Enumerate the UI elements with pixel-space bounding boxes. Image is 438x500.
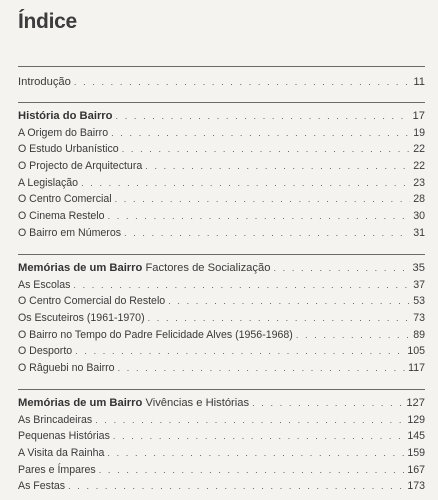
dot-leader	[113, 428, 404, 445]
dot-leader	[115, 191, 411, 208]
section-heading: História do Bairro	[18, 110, 113, 122]
toc-entry[interactable]	[18, 208, 425, 225]
dot-leader	[99, 462, 405, 479]
dot-leader	[148, 310, 411, 327]
toc-entry[interactable]	[18, 141, 425, 158]
toc-page-number: 127	[406, 397, 425, 409]
dot-leader	[75, 343, 404, 360]
toc-entry-label: O Bairro no Tempo do Padre Felicidade Alves (1956-1968)	[18, 328, 293, 341]
toc-entry-label: O Cinema Restelo	[18, 210, 105, 223]
toc-page-number: 37	[413, 278, 425, 291]
toc-entry[interactable]	[18, 343, 425, 360]
section-historia	[18, 102, 425, 242]
toc-entry[interactable]	[18, 293, 425, 310]
toc-entry[interactable]	[18, 360, 425, 377]
dot-leader	[95, 412, 404, 429]
toc-page-number: 117	[408, 362, 425, 375]
toc-section-heading[interactable]	[18, 108, 425, 125]
dot-leader	[68, 478, 404, 495]
toc-entry[interactable]	[18, 225, 425, 242]
toc-page-number: 11	[413, 76, 425, 88]
toc-page-number: 73	[413, 312, 425, 325]
dot-leader	[124, 225, 410, 242]
section-rule	[18, 102, 425, 103]
toc-entry[interactable]	[18, 462, 425, 479]
toc-page-number: 105	[407, 345, 425, 358]
toc-entry-label: O Bairro em Números	[18, 226, 122, 239]
toc-page-number: 28	[413, 193, 425, 206]
section-rule	[18, 66, 425, 67]
intro-section	[18, 66, 425, 91]
toc-entry[interactable]	[18, 125, 425, 142]
toc-entry-label: As Escolas	[18, 278, 71, 291]
dot-leader	[252, 395, 403, 412]
toc-page-number: 167	[407, 463, 425, 476]
toc-page-number: 22	[413, 143, 425, 156]
toc-page-number: 17	[412, 110, 425, 122]
toc-page-number: 35	[412, 262, 425, 274]
section-subheading: Factores de Socialização	[145, 262, 271, 274]
dot-leader	[145, 158, 410, 175]
toc-entry-label: As Brincadeiras	[18, 413, 93, 426]
toc-page-number: 22	[413, 160, 425, 173]
toc-entry-label: Pares e Ímpares	[18, 463, 96, 476]
section-heading: Memórias de um Bairro	[18, 262, 143, 274]
toc-entry-label: Os Escuteiros (1961-1970)	[18, 312, 145, 325]
toc-entry-intro[interactable]	[18, 74, 425, 91]
toc-entry[interactable]	[18, 158, 425, 175]
toc-entry[interactable]	[18, 277, 425, 294]
dot-leader	[108, 208, 411, 225]
toc-entry[interactable]	[18, 191, 425, 208]
toc-page-number: 145	[407, 430, 425, 443]
dot-leader	[107, 445, 404, 462]
toc-page-number: 173	[407, 480, 425, 493]
toc-entry-label: O Râguebi no Bairro	[18, 362, 115, 375]
toc-entry[interactable]	[18, 445, 425, 462]
toc-entry-label: Introdução	[18, 76, 71, 88]
toc-page-number: 53	[413, 295, 425, 308]
toc-page-number: 19	[413, 126, 425, 139]
toc-entry[interactable]	[18, 412, 425, 429]
toc-entry[interactable]	[18, 428, 425, 445]
page-title: Índice	[18, 10, 77, 33]
dot-leader	[168, 293, 410, 310]
toc-entry-label: O Estudo Urbanístico	[18, 143, 119, 156]
toc-section-heading[interactable]	[18, 260, 425, 277]
dot-leader	[273, 260, 409, 277]
section-subheading: Vivências e Histórias	[145, 397, 250, 409]
dot-leader	[122, 141, 411, 158]
toc-entry-label: A Origem do Bairro	[18, 126, 109, 139]
dot-leader	[73, 277, 410, 294]
dot-leader	[118, 360, 406, 377]
dot-leader	[81, 175, 410, 192]
section-heading: Memórias de um Bairro	[18, 397, 143, 409]
toc-page-number: 89	[413, 328, 425, 341]
section-rule	[18, 254, 425, 255]
toc-page-number: 129	[407, 413, 425, 426]
toc-section-heading[interactable]	[18, 395, 425, 412]
toc-entry[interactable]	[18, 327, 425, 344]
dot-leader	[74, 74, 411, 91]
toc-entry-label: O Desporto	[18, 345, 73, 358]
toc-page-number: 31	[413, 226, 425, 239]
toc-page-number: 159	[407, 447, 425, 460]
toc-entry[interactable]	[18, 175, 425, 192]
section-memorias-socializacao	[18, 254, 425, 377]
section-memorias-vivencias	[18, 389, 425, 495]
toc-entry-label: O Projecto de Arquitectura	[18, 160, 143, 173]
toc-entry-label: A Visita da Rainha	[18, 447, 105, 460]
dot-leader	[111, 125, 410, 142]
toc-entry[interactable]	[18, 310, 425, 327]
toc-entry-label: O Centro Comercial do Restelo	[18, 295, 166, 308]
dot-leader	[296, 327, 410, 344]
toc-entry[interactable]	[18, 478, 425, 495]
toc-entry-label: As Festas	[18, 480, 66, 493]
toc-entry-label: Pequenas Histórias	[18, 430, 110, 443]
toc-entry-label: O Centro Comercial	[18, 193, 112, 206]
toc-page-number: 30	[413, 210, 425, 223]
toc-page-number: 23	[413, 176, 425, 189]
section-rule	[18, 389, 425, 390]
dot-leader	[116, 108, 410, 125]
toc-entry-label: A Legislação	[18, 176, 79, 189]
